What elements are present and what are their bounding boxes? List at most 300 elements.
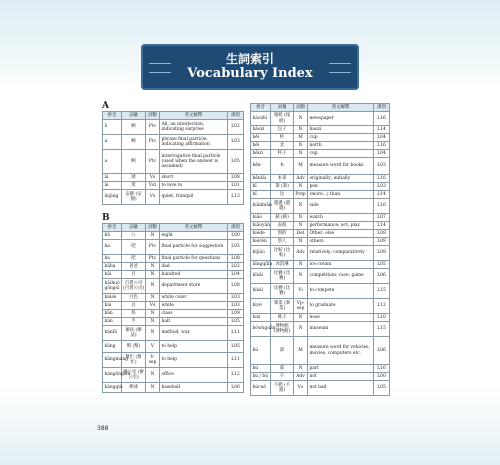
column-header: 拼音: [103, 112, 122, 120]
english-cell: cup: [308, 134, 374, 142]
english-cell: not: [308, 373, 374, 381]
lesson-cell: L13: [228, 190, 244, 205]
lesson-cell: L09: [374, 230, 390, 238]
hanzi-cell: 本: [271, 158, 294, 175]
hanzi-cell: 不: [271, 373, 294, 381]
pos-cell: N: [294, 322, 308, 337]
table-row: [103, 302, 244, 310]
english-cell: to help: [160, 341, 228, 353]
pos-cell: M: [294, 134, 308, 142]
english-cell: Ah, an interjection, indicating surprise: [160, 120, 228, 135]
pinyin-cell: ài: [103, 182, 122, 190]
lesson-cell: L08: [228, 279, 244, 294]
column-header: 課別: [374, 104, 390, 112]
english-cell: white color: [160, 294, 228, 302]
lesson-cell: L03: [374, 183, 390, 191]
lesson-cell: L10: [374, 314, 390, 322]
table-header-row: [103, 224, 244, 232]
pos-cell: V: [146, 341, 160, 353]
english-cell: quiet; tranquil: [160, 190, 228, 205]
pinyin-cell: bù: [251, 337, 271, 365]
title-banner: [141, 44, 359, 90]
hanzi-cell: 杯: [271, 134, 294, 142]
pinyin-cell: ānjìng: [103, 190, 122, 205]
pinyin-cell: bāng: [103, 341, 122, 353]
pinyin-cell: bǐ: [251, 191, 271, 199]
hanzi-cell: 比較 (比較): [271, 246, 294, 261]
pos-cell: N: [146, 326, 160, 341]
hanzi-cell: 錶 (錶): [271, 214, 294, 222]
english-cell: newspaper: [308, 112, 374, 126]
table-row: [251, 261, 390, 269]
english-cell: office: [160, 368, 228, 383]
table-row: [251, 299, 390, 314]
pinyin-cell: a: [103, 150, 122, 174]
hanzi-cell: 安靜 (安靜): [122, 190, 146, 205]
table-row: [251, 134, 390, 142]
english-cell: watch: [308, 214, 374, 222]
pos-cell: Vs: [146, 190, 160, 205]
table-row: [251, 142, 390, 150]
lesson-cell: L05: [228, 341, 244, 353]
hanzi-cell: 比: [271, 191, 294, 199]
english-cell: to graduate: [308, 299, 374, 314]
lesson-cell: L03: [228, 135, 244, 150]
pos-cell: Det: [294, 230, 308, 238]
pinyin-cell: bǐjiào: [251, 246, 271, 261]
section-letter-a: A: [102, 101, 109, 111]
pinyin-cell: bàngqiú: [103, 383, 122, 393]
pinyin-cell: bǐ: [251, 183, 271, 191]
english-cell: Other; else: [308, 230, 374, 238]
pinyin-cell: bàozhǐ: [251, 112, 271, 126]
pinyin-cell: bàn: [103, 318, 122, 326]
english-cell: hundred: [160, 271, 228, 279]
pos-cell: Vi: [294, 284, 308, 299]
pos-cell: N: [146, 368, 160, 383]
lesson-cell: L00: [374, 373, 390, 381]
english-cell: competition; race; game: [308, 269, 374, 284]
hanzi-cell: 杯子: [271, 150, 294, 158]
table-row: [251, 126, 390, 134]
hanzi-cell: 冰淇淋: [271, 261, 294, 269]
table-row: [103, 353, 244, 368]
table-row: [103, 255, 244, 263]
lesson-cell: L05: [228, 240, 244, 255]
pinyin-cell: bìyè: [251, 299, 271, 314]
column-header: 詞類: [294, 104, 308, 112]
pinyin-cell: bān: [103, 310, 122, 318]
table-row: [251, 150, 390, 158]
pos-cell: N: [294, 142, 308, 150]
pos-cell: N: [294, 126, 308, 134]
pinyin-cell: ǎi: [103, 174, 122, 182]
lesson-cell: L04: [374, 150, 390, 158]
table-row: [103, 263, 244, 271]
pinyin-cell: a: [103, 135, 122, 150]
lesson-cell: L04: [228, 271, 244, 279]
pos-cell: Ptc: [146, 255, 160, 263]
column-header: 拼音: [251, 104, 271, 112]
table-row: [251, 284, 390, 299]
pos-cell: N: [146, 383, 160, 393]
vocab-table-b: [102, 223, 244, 393]
table-row: [103, 341, 244, 353]
lesson-cell: L05: [228, 150, 244, 174]
lesson-cell: L14: [374, 191, 390, 199]
hanzi-cell: 啊: [122, 135, 146, 150]
pinyin-cell: bǎihuò gōngsī: [103, 279, 122, 294]
column-header: 詞彙: [122, 112, 146, 120]
column-header: 英文解釋: [160, 112, 228, 120]
pinyin-cell: běn: [251, 158, 271, 175]
lesson-cell: L16: [374, 112, 390, 126]
vocab-table-right: [250, 103, 390, 396]
english-cell: final particle for suggestion: [160, 240, 228, 255]
pos-cell: Prep: [295, 191, 306, 197]
hanzi-cell: 矮: [122, 174, 146, 182]
pinyin-cell: bēizi: [251, 150, 271, 158]
lesson-cell: L11: [228, 353, 244, 368]
hanzi-cell: 部: [271, 337, 294, 365]
pinyin-cell: bīngqílín: [252, 261, 273, 267]
pinyin-cell: bàba: [103, 263, 122, 271]
pos-cell: Vs: [146, 302, 160, 310]
hanzi-cell: 辦法 (辦法): [122, 326, 146, 341]
pinyin-cell: bái: [103, 302, 122, 310]
pinyin-cell: bízi: [251, 314, 271, 322]
hanzi-cell: 愛: [122, 182, 146, 190]
hanzi-cell: 百: [122, 271, 146, 279]
lesson-cell: L01: [228, 182, 244, 190]
hanzi-cell: 本來: [271, 175, 294, 183]
table-row: [251, 381, 390, 396]
english-cell: relatively; comparatively: [308, 246, 374, 261]
table-row: [251, 158, 390, 175]
column-header: 詞類: [146, 224, 160, 232]
pos-cell: Adv: [294, 175, 308, 183]
english-cell: to compete: [308, 284, 374, 299]
hanzi-cell: 不錯 (不錯): [271, 381, 294, 396]
hanzi-cell: 報紙 (報紙): [271, 112, 294, 126]
english-cell: performance; act; play: [308, 222, 374, 230]
hanzi-cell: 班: [122, 310, 146, 318]
hanzi-cell: 表演: [271, 222, 294, 230]
table-row: [103, 326, 244, 341]
column-header: 拼音: [103, 224, 122, 232]
title-chinese: 生詞索引: [225, 52, 274, 66]
hanzi-cell: 部: [271, 365, 294, 373]
pos-cell: Adv: [294, 246, 308, 261]
english-cell: dad: [160, 263, 228, 271]
pinyin-cell: bù: [251, 365, 271, 373]
english-cell: eight: [160, 232, 228, 240]
pos-cell: Ptc: [146, 240, 160, 255]
table-row: [251, 246, 390, 261]
english-cell: measure word for vehicles, movies, computers etc.: [308, 337, 374, 365]
english-cell: measure word for books: [308, 158, 374, 175]
pos-cell: M: [294, 337, 308, 365]
english-cell: (more...) than: [308, 191, 374, 199]
lesson-cell: L09: [374, 238, 390, 246]
pos-cell: Adv: [294, 373, 308, 381]
english-cell: half: [160, 318, 228, 326]
pos-cell: Ptc: [146, 150, 160, 174]
table-row: [103, 190, 244, 205]
hanzi-cell: 比賽 (比賽): [271, 269, 294, 284]
lesson-cell: L05: [374, 261, 390, 269]
lesson-cell: L16: [374, 175, 390, 183]
lesson-cell: L06: [374, 269, 390, 284]
lesson-cell: L03: [374, 158, 390, 175]
english-cell: to love to: [160, 182, 228, 190]
lesson-cell: L02: [228, 263, 244, 271]
table-row: [251, 112, 390, 126]
lesson-cell: L00: [228, 232, 244, 240]
pinyin-cell: bǐsài: [251, 284, 271, 299]
lesson-cell: L16: [374, 199, 390, 214]
english-cell: method; way: [160, 326, 228, 341]
table-row: [103, 279, 244, 294]
pos-cell: N: [294, 214, 308, 222]
table-row: [251, 314, 390, 322]
pinyin-cell: ba: [103, 240, 122, 255]
hanzi-cell: 八: [122, 232, 146, 240]
pinyin-cell: bàngōngshì: [103, 368, 122, 383]
english-cell: originally; initially: [308, 175, 374, 183]
english-cell: nose: [308, 314, 374, 322]
section-letter-b: B: [102, 213, 110, 223]
table-row: [251, 373, 390, 381]
hanzi-cell: 鼻子: [271, 314, 294, 322]
lesson-cell: L08: [228, 255, 244, 263]
pos-cell: N: [294, 365, 308, 373]
hanzi-cell: 別的: [271, 230, 294, 238]
lesson-cell: L06: [374, 337, 390, 365]
column-header: 詞彙: [122, 224, 146, 232]
table-row: [251, 230, 390, 238]
english-cell: class: [160, 310, 228, 318]
english-cell: north: [308, 142, 374, 150]
pinyin-cell: biānbiān: [251, 199, 271, 214]
table-row: [251, 322, 390, 337]
hanzi-cell: 幫忙 (幫忙): [122, 353, 146, 368]
table-row: [103, 240, 244, 255]
title-english: Vocabulary Index: [187, 66, 313, 81]
pinyin-cell: bù / bú: [251, 373, 271, 381]
column-header: 課別: [228, 112, 244, 120]
table-row: [103, 271, 244, 279]
lesson-cell: L07: [374, 214, 390, 222]
pos-cell: N: [294, 183, 308, 191]
english-cell: short: [160, 174, 228, 182]
table-row: [251, 199, 390, 214]
pinyin-cell: bāozi: [251, 126, 271, 134]
page-number: 388: [97, 425, 109, 432]
pinyin-cell: bǎi: [103, 271, 122, 279]
table-row: [251, 222, 390, 230]
hanzi-cell: 別人: [271, 238, 294, 246]
column-header: 課別: [228, 224, 244, 232]
table-header-row: [251, 104, 390, 112]
table-row: [251, 269, 390, 284]
table-row: [103, 232, 244, 240]
hanzi-cell: 啊: [122, 120, 146, 135]
table-row: [251, 175, 390, 183]
pinyin-cell: běnlái: [251, 175, 271, 183]
pinyin-cell: búcuò: [251, 381, 271, 396]
hanzi-cell: 辦公室 (辦公室): [122, 368, 146, 383]
pos-cell: N: [146, 294, 160, 302]
table-row: [103, 174, 244, 182]
pos-cell: N: [146, 263, 160, 271]
lesson-cell: L09: [228, 310, 244, 318]
table-row: [103, 120, 244, 135]
lesson-cell: L14: [374, 222, 390, 230]
hanzi-cell: 北: [271, 142, 294, 150]
lesson-cell: L04: [374, 134, 390, 142]
lesson-cell: L09: [374, 246, 390, 261]
table-row: [103, 135, 244, 150]
hanzi-cell: 吧: [122, 240, 146, 255]
pos-cell: N: [294, 222, 308, 230]
table-row: [103, 150, 244, 174]
english-cell: white: [160, 302, 228, 310]
lesson-cell: L03: [228, 294, 244, 302]
table-row: [103, 318, 244, 326]
english-cell: side: [308, 199, 374, 214]
lesson-cell: L15: [374, 322, 390, 337]
english-cell: interrogative final particle (used when the answer is assumed): [160, 150, 228, 174]
pos-cell: Ptc: [146, 120, 160, 135]
hanzi-cell: 白色: [122, 294, 146, 302]
pinyin-cell: biǎo: [251, 214, 271, 222]
hanzi-cell: 棒球: [122, 383, 146, 393]
english-cell: cup: [308, 150, 374, 158]
pos-cell: Vst: [146, 182, 160, 190]
hanzi-cell: 爸爸: [122, 263, 146, 271]
english-cell: final particle for questions: [160, 255, 228, 263]
pos-cell: N: [146, 271, 160, 279]
table-row: [103, 182, 244, 190]
pos-cell: N: [294, 150, 308, 158]
hanzi-cell: 比賽 (比賽): [271, 284, 294, 299]
pinyin-cell: biérén: [251, 238, 271, 246]
hanzi-cell: 邊邊 (邊邊): [271, 199, 294, 214]
pinyin-cell: bēi: [251, 134, 271, 142]
pos-cell: N: [294, 199, 308, 214]
hanzi-cell: 白: [122, 302, 146, 310]
pos-cell: Vs: [294, 381, 308, 396]
english-cell: baseball: [160, 383, 228, 393]
hanzi-cell: 半: [122, 318, 146, 326]
pos-cell: V-sep: [146, 353, 160, 368]
english-cell: baozi: [308, 126, 374, 134]
lesson-cell: L05: [228, 318, 244, 326]
pos-cell: Ptc: [146, 135, 160, 150]
hanzi-cell: 幫 (幫): [122, 341, 146, 353]
lesson-cell: L05: [374, 381, 390, 396]
pos-cell: N: [146, 318, 160, 326]
pos-cell: N: [294, 112, 308, 126]
pos-cell: N: [294, 238, 308, 246]
pos-cell: N: [294, 269, 308, 284]
english-cell: part: [308, 365, 374, 373]
lesson-cell: L14: [374, 126, 390, 134]
table-row: [251, 238, 390, 246]
pos-cell: N: [146, 310, 160, 318]
column-header: 詞類: [146, 112, 160, 120]
hanzi-cell: 啊: [122, 150, 146, 174]
english-cell: to help: [160, 353, 228, 368]
english-cell: phrase final particle, indicating affirmation: [160, 135, 228, 150]
table-row: [251, 191, 390, 199]
lesson-cell: L08: [228, 174, 244, 182]
pos-cell: Vp-sep: [294, 299, 308, 314]
table-row: [103, 310, 244, 318]
lesson-cell: L11: [228, 326, 244, 341]
hanzi-cell: 百貨公司 (百貨公司): [122, 279, 146, 294]
pos-cell: N: [146, 232, 160, 240]
column-header: 英文解釋: [308, 104, 374, 112]
pinyin-cell: biéde: [251, 230, 271, 238]
pinyin-cell: bówùguǎn: [251, 322, 271, 337]
pinyin-cell: bànfǎ: [103, 326, 122, 341]
english-cell: pen: [308, 183, 374, 191]
table-row: [251, 214, 390, 222]
lesson-cell: L16: [374, 142, 390, 150]
lesson-cell: L02: [228, 120, 244, 135]
pinyin-cell: biǎoyǎn: [252, 222, 270, 228]
hanzi-cell: 包子: [271, 126, 294, 134]
english-cell: ice cream: [308, 261, 374, 269]
pos-cell: N: [294, 314, 308, 322]
pos-cell: M: [294, 158, 308, 175]
pinyin-cell: báisè: [103, 294, 122, 302]
english-cell: not bad: [308, 381, 374, 396]
pinyin-cell: bǐsài: [251, 269, 271, 284]
pos-cell: N: [146, 279, 160, 294]
vocab-table-a: [102, 111, 244, 205]
table-row: [251, 365, 390, 373]
lesson-cell: L12: [374, 299, 390, 314]
hanzi-cell: 吧: [122, 255, 146, 263]
bottom-wave-decoration: [0, 385, 500, 465]
pinyin-cell: ba: [103, 255, 122, 263]
pinyin-cell: bā: [103, 232, 122, 240]
hanzi-cell: 博物館 (博物館): [271, 322, 294, 337]
hanzi-cell: 畢業 (畢業): [271, 299, 294, 314]
table-row: [103, 383, 244, 393]
hanzi-cell: 筆 (筆): [271, 183, 294, 191]
english-cell: department store: [160, 279, 228, 294]
column-header: 英文解釋: [160, 224, 228, 232]
pos-cell: N: [294, 261, 308, 269]
pinyin-cell: bāngmáng: [103, 353, 122, 368]
pinyin-cell: ā: [103, 120, 122, 135]
lesson-cell: L12: [228, 368, 244, 383]
table-row: [103, 294, 244, 302]
lesson-cell: L16: [374, 365, 390, 373]
english-cell: museum: [308, 322, 374, 337]
table-row: [251, 183, 390, 191]
table-header-row: [103, 112, 244, 120]
column-header: 詞彙: [271, 104, 294, 112]
table-row: [251, 337, 390, 365]
lesson-cell: L03: [228, 302, 244, 310]
pinyin-cell: běi: [251, 142, 271, 150]
english-cell: others: [308, 238, 374, 246]
